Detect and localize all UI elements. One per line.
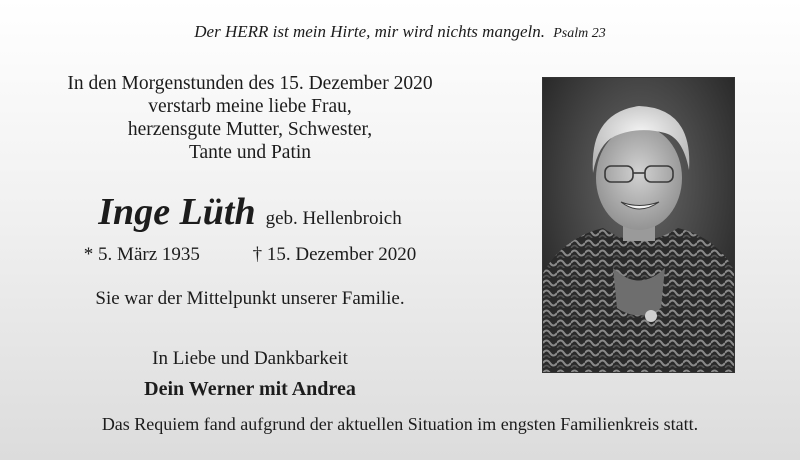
life-dates: [40, 244, 460, 266]
portrait-photo: [542, 77, 735, 373]
intro-text: [40, 72, 460, 164]
psalm-reference: Psalm 23: [553, 26, 606, 41]
death-date: † 15. Dezember 2020: [252, 244, 417, 265]
intro-line: In den Morgenstunden des 15. Dezember 2020: [67, 73, 433, 94]
intro-line: Tante und Patin: [188, 142, 312, 163]
intro-line: verstarb meine liebe Frau,: [148, 96, 352, 117]
deceased-name-row: [40, 190, 460, 234]
birth-date: * 5. März 1935: [83, 244, 200, 265]
portrait-illustration: [543, 78, 735, 373]
maiden-name: geb. Hellenbroich: [265, 208, 402, 229]
closing-text: In Liebe und Dankbarkeit: [152, 348, 348, 369]
notice-body: [40, 72, 460, 401]
psalm-quote: [0, 22, 800, 42]
signoff-text: Dein Werner mit Andrea: [144, 378, 356, 400]
psalm-text: Der HERR ist mein Hirte, mir wird nichts mangeln.: [194, 22, 545, 41]
deceased-name: Inge Lüth: [98, 191, 256, 233]
tribute-text: Sie war der Mittelpunkt unserer Familie.: [95, 288, 405, 309]
requiem-note: Das Requiem fand aufgrund der aktuellen Situation im engsten Familienkreis statt.: [101, 414, 699, 434]
intro-line: herzensgute Mutter, Schwester,: [127, 119, 373, 140]
